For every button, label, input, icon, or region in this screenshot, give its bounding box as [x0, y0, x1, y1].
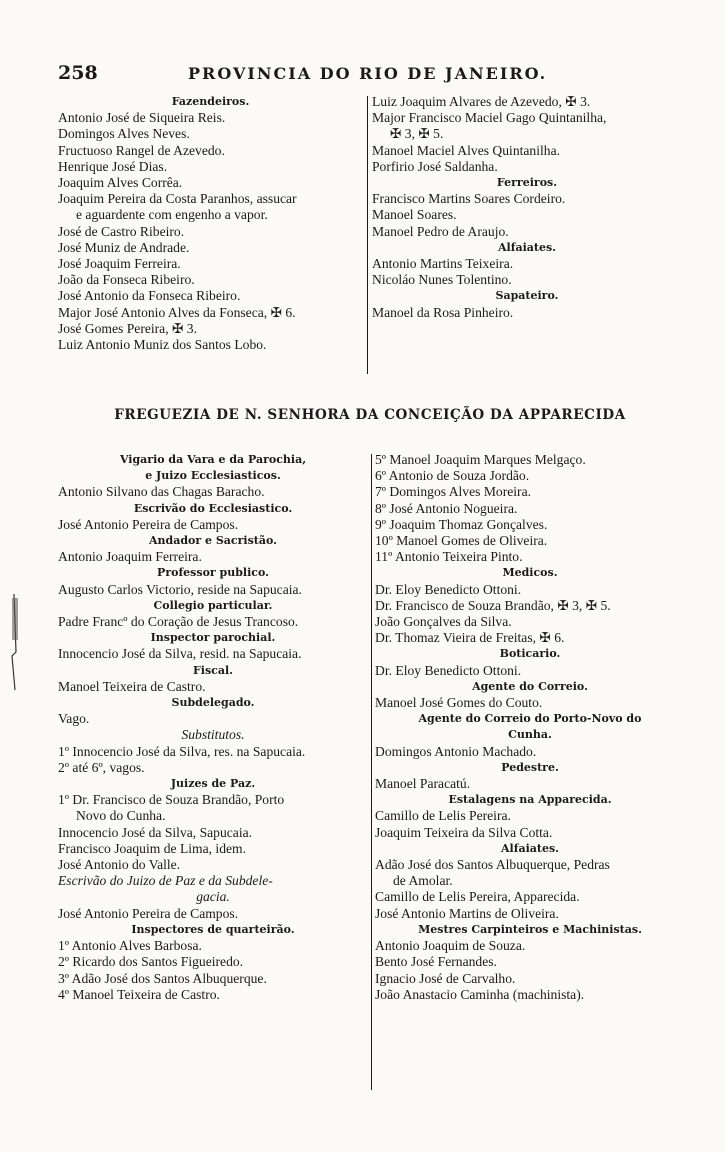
- list-item: José Antonio Martins de Oliveira.: [375, 905, 559, 921]
- list-item: Manoel Teixeira de Castro.: [58, 678, 206, 694]
- section-heading: Inspectores de quarteirão.: [131, 922, 295, 936]
- list-item: Vago.: [58, 711, 90, 727]
- parish-title: FREGUEZIA DE N. SENHORA DA CONCEIÇÃO DA APPARECIDA: [114, 407, 626, 423]
- list-item: Ignacio José de Carvalho.: [375, 970, 516, 986]
- section-heading: Agente do Correio.: [472, 679, 588, 693]
- page-title: PROVINCIA DO RIO DE JANEIRO.: [188, 64, 548, 83]
- section-heading: Fazendeiros.: [171, 95, 250, 108]
- list-item: Francisco Joaquim de Lima, idem.: [58, 840, 247, 856]
- list-item: Henrique José Dias.: [58, 158, 168, 174]
- list-item: Nicoláo Nunes Tolentino.: [372, 272, 512, 288]
- list-item: José Gomes Pereira, ✠ 3.: [58, 320, 197, 336]
- section-heading: Medicos.: [502, 566, 558, 580]
- list-item: Dr. Eloy Benedicto Ottoni.: [375, 581, 522, 597]
- section-heading: Professor publico.: [157, 566, 269, 580]
- list-item: Bento José Fernandes.: [375, 954, 497, 970]
- list-item: João Anastacio Caminha (machinista).: [375, 986, 585, 1002]
- section-heading: Juizes de Paz.: [170, 777, 256, 791]
- list-item: 4º Manoel Teixeira de Castro.: [58, 986, 220, 1002]
- section-heading: Alfaiates.: [501, 841, 559, 855]
- list-item: Dr. Francisco de Souza Brandão, ✠ 3, ✠ 5.: [375, 597, 611, 613]
- list-item: Major José Antonio Alves da Fonseca, ✠ 6.: [58, 304, 296, 320]
- column-divider: [371, 454, 372, 1090]
- section-heading: Fiscal.: [192, 663, 233, 677]
- section-heading: Collegio particular.: [153, 598, 273, 612]
- list-item: 11º Antonio Teixeira Pinto.: [375, 549, 523, 565]
- section-heading: Cunha.: [508, 728, 552, 742]
- running-head: [58, 62, 678, 86]
- section-heading: Ferreiros.: [496, 176, 558, 190]
- page-number: 258: [58, 62, 98, 84]
- list-item: Luiz Joaquim Alvares de Azevedo, ✠ 3.: [372, 94, 591, 109]
- list-item: Luiz Antonio Muniz dos Santos Lobo.: [58, 337, 267, 353]
- list-item: Antonio José de Siqueira Reis.: [58, 110, 226, 126]
- list-item: Porfirio José Saldanha.: [372, 158, 498, 174]
- list-item: 7º Domingos Alves Moreira.: [375, 484, 531, 500]
- list-item: Fructuoso Rangel de Azevedo.: [58, 142, 225, 158]
- section-heading: e Juizo Ecclesiasticos.: [145, 469, 281, 483]
- list-item: Dr. Eloy Benedicto Ottoni.: [375, 662, 522, 678]
- section-heading: Boticario.: [499, 647, 561, 661]
- list-item: Joaquim Teixeira da Silva Cotta.: [375, 824, 553, 840]
- list-item: Padre Francº do Coração de Jesus Trancoso.: [58, 614, 299, 630]
- list-item: Major Francisco Maciel Gago Quintanilha,: [372, 110, 607, 126]
- section-heading: Inspector parochial.: [150, 631, 276, 645]
- list-item: José Antonio do Valle.: [58, 857, 181, 873]
- list-item: Manoel Paracatú.: [375, 776, 471, 792]
- list-item: José Muniz de Andrade.: [58, 239, 190, 255]
- list-item: e aguardente com engenho a vapor.: [76, 207, 268, 223]
- list-item: Manoel da Rosa Pinheiro.: [372, 304, 514, 320]
- list-item: José Antonio da Fonseca Ribeiro.: [58, 288, 241, 304]
- parish-left-column: [58, 452, 368, 1003]
- section-heading: Alfaiates.: [498, 240, 556, 254]
- list-item: Antonio Joaquim Ferreira.: [58, 549, 202, 565]
- list-item: 1º Dr. Francisco de Souza Brandão, Porto: [58, 792, 285, 808]
- list-item: 2º até 6º, vagos.: [58, 759, 145, 775]
- trades-column: [372, 94, 682, 321]
- list-item: 3º Adão José dos Santos Albuquerque.: [58, 970, 267, 986]
- section-heading: Substitutos.: [181, 727, 245, 743]
- list-item: Manoel Soares.: [372, 207, 457, 223]
- list-item: 1º Antonio Alves Barbosa.: [58, 938, 202, 954]
- list-item: 1º Innocencio José da Silva, res. na Sapucaia.: [58, 743, 306, 759]
- section-heading: Vigario da Vara e da Parochia,: [119, 453, 307, 466]
- list-item: José Antonio Pereira de Campos.: [58, 516, 239, 532]
- list-item: Joaquim Pereira da Costa Paranhos, assucar: [58, 191, 297, 207]
- section-heading: Andador e Sacristão.: [149, 534, 277, 548]
- column-divider: [367, 96, 368, 374]
- fazendeiros-column: [58, 94, 363, 353]
- list-item: Joaquim Alves Corrêa.: [58, 175, 183, 191]
- list-item: Manoel José Gomes do Couto.: [375, 695, 543, 711]
- list-item: José Joaquim Ferreira.: [58, 256, 181, 272]
- list-item: José de Castro Ribeiro.: [58, 223, 185, 239]
- list-item: 9º Joaquim Thomaz Gonçalves.: [375, 516, 548, 532]
- list-item: Manoel Maciel Alves Quintanilha.: [372, 142, 561, 158]
- list-item: José Antonio Pereira de Campos.: [58, 905, 239, 921]
- list-item: 10º Manoel Gomes de Oliveira.: [375, 533, 548, 549]
- list-item: Manoel Pedro de Araujo.: [372, 223, 509, 239]
- section-heading: Sapateiro.: [495, 289, 559, 303]
- margin-binding-mark: [4, 592, 22, 692]
- parish-right-column: [375, 452, 685, 1003]
- section-heading: Mestres Carpinteiros e Machinistas.: [418, 922, 642, 936]
- list-item: João Gonçalves da Silva.: [375, 614, 512, 630]
- list-item: Escrivão do Juizo de Paz e da Subdele-: [58, 873, 273, 889]
- list-item: Antonio Joaquim de Souza.: [375, 938, 526, 954]
- list-item: 6º Antonio de Souza Jordão.: [375, 468, 530, 484]
- list-item: Adão José dos Santos Albuquerque, Pedras: [375, 857, 610, 873]
- section-heading: Estalagens na Apparecida.: [448, 793, 612, 807]
- list-item: Camillo de Lelis Pereira, Apparecida.: [375, 889, 580, 905]
- list-item: ✠ 3, ✠ 5.: [390, 126, 444, 142]
- list-item: Innocencio José da Silva, resid. na Sapucaia.: [58, 646, 302, 662]
- section-heading: Pedestre.: [501, 760, 559, 774]
- list-item: Domingos Antonio Machado.: [375, 743, 537, 759]
- list-item: Camillo de Lelis Pereira.: [375, 808, 511, 824]
- list-item: 5º Manoel Joaquim Marques Melgaço.: [375, 452, 586, 467]
- list-item: Domingos Alves Neves.: [58, 126, 190, 142]
- list-item: Dr. Thomaz Vieira de Freitas, ✠ 6.: [375, 630, 565, 646]
- list-item: Innocencio José da Silva, Sapucaia.: [58, 824, 253, 840]
- list-item: João da Fonseca Ribeiro.: [58, 272, 195, 288]
- list-item: Francisco Martins Soares Cordeiro.: [372, 191, 566, 207]
- list-item: Novo do Cunha.: [76, 808, 166, 824]
- list-item: Augusto Carlos Victorio, reside na Sapucaia.: [58, 581, 302, 597]
- section-heading: Escrivão do Ecclesiastico.: [133, 501, 293, 515]
- list-item: 8º José Antonio Nogueira.: [375, 500, 518, 516]
- list-item: gacia.: [196, 889, 230, 905]
- list-item: 2º Ricardo dos Santos Figueiredo.: [58, 954, 244, 970]
- section-heading: Subdelegado.: [171, 696, 255, 710]
- section-heading: Agente do Correio do Porto-Novo do: [418, 712, 642, 726]
- list-item: Antonio Martins Teixeira.: [372, 256, 514, 272]
- list-item: de Amolar.: [393, 873, 453, 889]
- list-item: Antonio Silvano das Chagas Baracho.: [58, 484, 265, 500]
